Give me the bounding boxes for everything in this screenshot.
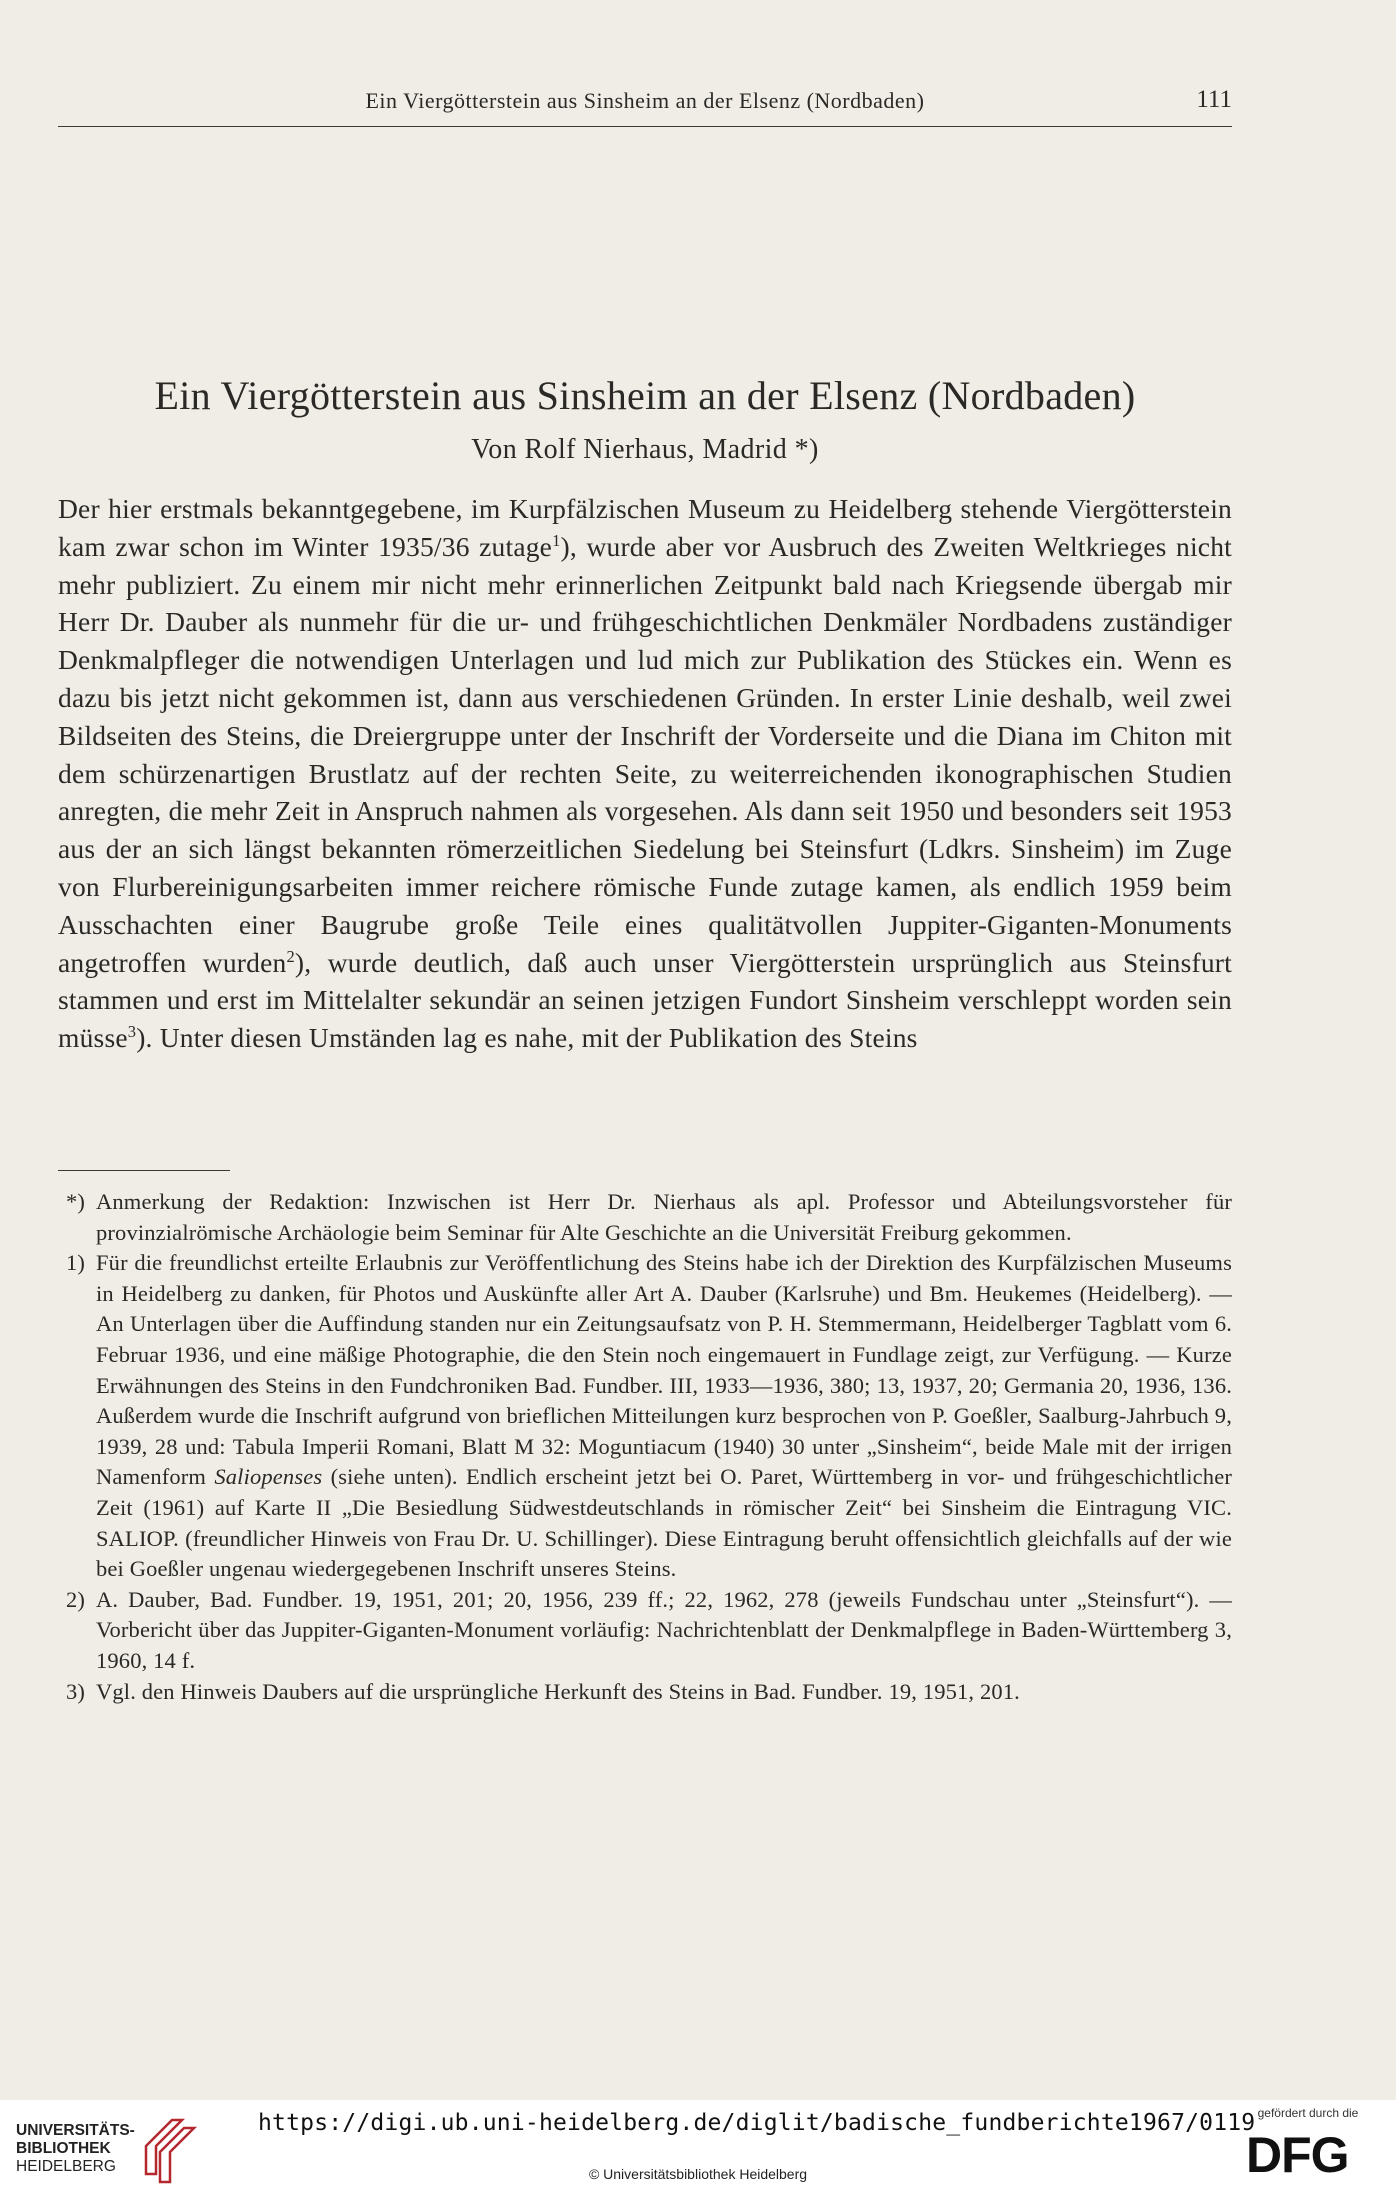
footnote-1 <box>58 1248 1232 1585</box>
footnote-ref-3[interactable]: 3 <box>127 1022 137 1041</box>
library-name-line1: UNIVERSITÄTS- <box>16 2122 135 2139</box>
body-segment-3: ), wurde deutlich, daß auch unser Viergötterstein ursprünglich aus Steinsfurt stammen und erst im Mittelalter sekundär an seinen jetzigen Fundort Sinsheim verschleppt worden sein müsse <box>58 946 1232 1054</box>
footnote-text: A. Dauber, Bad. Fundber. 19, 1951, 201; 20, 1956, 239 ff.; 22, 1962, 278 (jeweils Fundschau unter „Steinsfurt“). — Vorbericht über das Juppiter-Giganten-Monument vorläufig: Nachrichtenblatt der Denkmalpflege in Baden-Württemberg 3, 1960, 14 f. <box>96 1586 1232 1673</box>
library-name-line3: HEIDELBERG <box>16 2158 116 2175</box>
body-text <box>58 490 1232 1057</box>
copyright-notice: © Universitätsbibliothek Heidelberg <box>588 2166 808 2182</box>
footnote-2 <box>58 1585 1232 1677</box>
funder-logo[interactable] <box>1238 2106 1388 2196</box>
footer-bar <box>0 2100 1396 2204</box>
page-number: 111 <box>1196 86 1232 113</box>
footnote-3 <box>58 1677 1232 1708</box>
digital-object-url[interactable]: https://digi.ub.uni-heidelberg.de/diglit/badische_fundberichte1967/0119 <box>258 2110 1256 2136</box>
body-paragraph <box>58 490 1232 1057</box>
body-segment-4: ). Unter diesen Umständen lag es nahe, mit der Publikation des Steins <box>136 1022 918 1054</box>
funder-note: gefördert durch die <box>1257 2106 1359 2120</box>
footnote-ref-1[interactable]: 1 <box>552 530 561 550</box>
footnotes <box>58 1187 1232 1707</box>
footnote-divider <box>58 1170 230 1171</box>
footnote-text: Anmerkung der Redaktion: Inzwischen ist Herr Dr. Nierhaus als apl. Professor und Abteilungsvorsteher für provinzialrömische Archäologie beim Seminar für Alte Geschichte an die Universität Freiburg gekommen. <box>96 1189 1232 1245</box>
footnote-italic-term: Saliopenses <box>214 1464 323 1490</box>
running-header <box>58 86 1232 127</box>
body-segment-2: ), wurde aber vor Ausbruch des Zweiten Weltkrieges nicht mehr publiziert. Zu einem mir nicht mehr erinnerlichen Zeitpunkt bald nach Kriegsende übergab mir Herr Dr. Dauber als nunmehr für die ur- und frühgeschichtlichen Denkmäler Nordbadens zuständiger Denkmalpfleger die notwendigen Unterlagen und lud mich zur Publikation des Stückes ein. Wenn es dazu bis jetzt nicht gekommen ist, dann aus verschiedenen Gründen. In erster Linie deshalb, weil zwei Bildseiten des Steins, die Dreiergruppe unter der Inschrift der Vorderseite und die Diana im Chiton mit dem schürzenartigen Brustlatz auf der rechten Seite, zu weiterreichenden ikonographischen Studien anregten, die mehr Zeit in Anspruch nahmen als vorgesehen. Als dann seit 1950 und besonders seit 1953 aus der an sich längst bekannten römerzeitlichen Siedelung bei Steinsfurt (Ldkrs. Sinsheim) im Zuge von Flurbereinigungsarbeiten immer reichere römische Funde zutage kamen, als endlich 1959 beim Ausschachten einer Baugrube große Teile eines qualitätvollen Juppiter-Giganten-Monuments angetroffen wurden <box>58 530 1232 978</box>
footnote-mark: 3) <box>66 1678 86 1704</box>
footnote-mark: 2) <box>66 1586 86 1612</box>
footnote-editorial <box>58 1187 1232 1248</box>
running-title: Ein Viergötterstein aus Sinsheim an der Elsenz (Nordbaden) <box>365 88 925 113</box>
footnote-mark: 1) <box>66 1250 86 1276</box>
body-segment-1: Der hier erstmals bekanntgegebene, im Kurpfälzischen Museum zu Heidelberg stehende Viergötterstein kam zwar schon im Winter 1935/36 zutage <box>58 493 1232 562</box>
article-author: Von Rolf Nierhaus, Madrid *) <box>471 434 819 465</box>
footnote-mark: *) <box>66 1189 86 1214</box>
footnote-text: Für die freundlichst erteilte Erlaubnis zur Veröffentlichung des Steins habe ich der Direktion des Kurpfälzischen Museums in Heidelberg zu danken, für Photos und Auskünfte aller Art A. Dauber (Karlsruhe) und Bm. Heukemes (Heidelberg). — An Unterlagen über die Auffindung standen nur ein Zeitungsaufsatz von P. H. Stemmermann, Heidelberger Tagblatt vom 6. Februar 1936, und eine mäßige Photographie, die den Stein noch eingemauert in Fundlage zeigt, zur Verfügung. — Kurze Erwähnungen des Steins in den Fundchroniken Bad. Fundber. III, 1933—1936, 380; 13, 1937, 20; Germania 20, 1936, 136. Außerdem wurde die Inschrift aufgrund von brieflichen Mitteilungen kurz besprochen von P. Goeßler, Saalburg-Jahrbuch 9, 1939, 28 und: Tabula Imperii Romani, Blatt M 32: Moguntiacum (1940) 30 unter „Sinsheim“, beide Male mit der irrigen Namenform <box>96 1250 1232 1490</box>
footnote-ref-2[interactable]: 2 <box>286 946 295 966</box>
footnote-text: Vgl. den Hinweis Daubers auf die ursprüngliche Herkunft des Steins in Bad. Fundber. 19, 1951, 201. <box>96 1678 1020 1704</box>
article-title: Ein Viergötterstein aus Sinsheim an der Elsenz (Nordbaden) <box>154 373 1136 418</box>
dfg-logo-text: DFG <box>1246 2127 1349 2183</box>
library-name-line2: BIBLIOTHEK <box>16 2140 111 2157</box>
footnote-text-cont: (siehe unten). Endlich erscheint jetzt bei O. Paret, Württemberg in vor- und frühgeschichtlicher Zeit (1961) auf Karte II „Die Besiedlung Südwestdeutschlands in römischer Zeit“ bei Sinsheim die Eintragung VIC. SALIOP. (freundlicher Hinweis von Frau Dr. U. Schillinger). Diese Eintragung beruht offensichtlich gleichfalls auf der wie bei Goeßler ungenau wiedergegebenen Inschrift unseres Steins. <box>96 1464 1232 1582</box>
